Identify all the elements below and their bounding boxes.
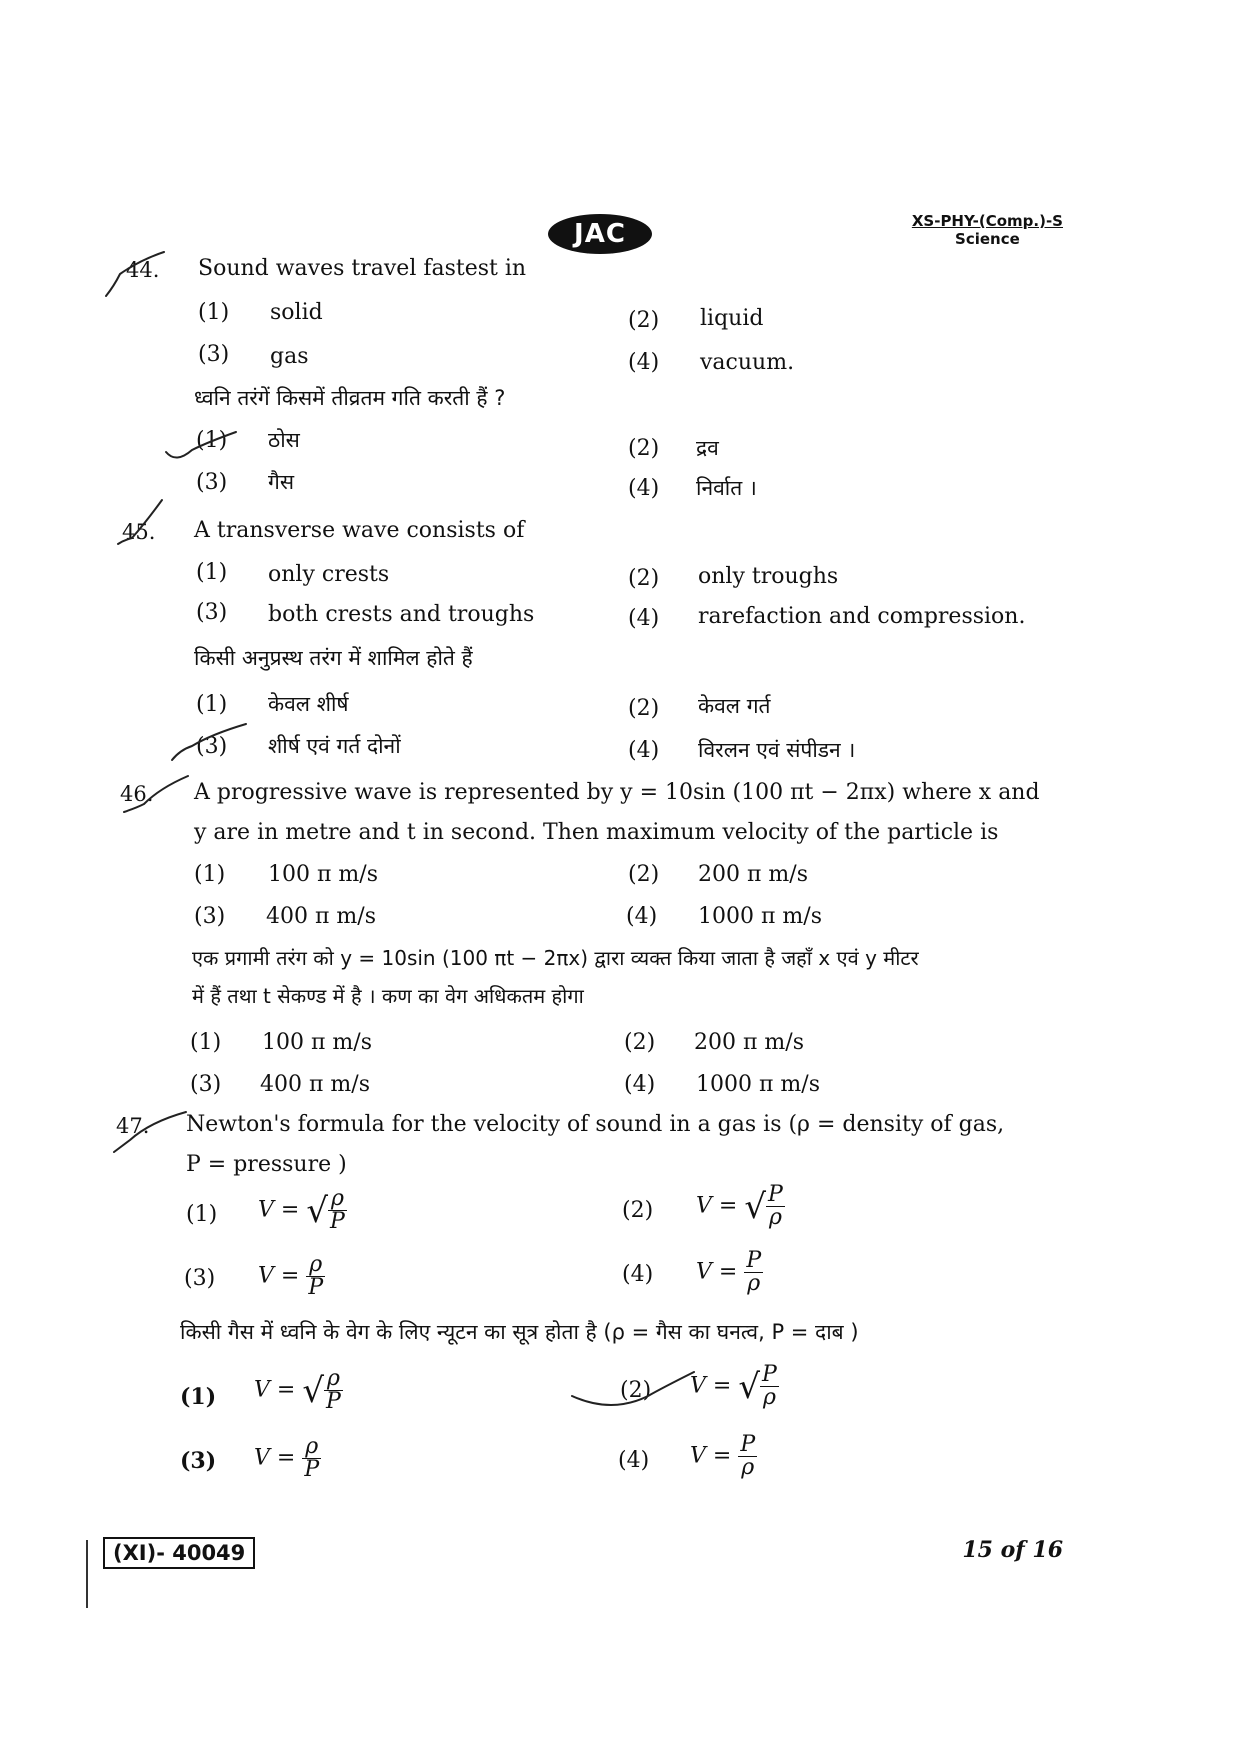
q44-en-opt4-num: (4) — [628, 350, 660, 375]
subject-name: Science — [955, 230, 1020, 248]
q45-en-opt2-num: (2) — [628, 566, 660, 591]
question-47-text-en-line2: P = pressure ) — [186, 1152, 347, 1177]
q44-hi-opt4-text: निर्वात । — [696, 476, 757, 500]
tick-mark-q44-opt1 — [166, 432, 236, 458]
q47-en-opt4-num: (4) — [622, 1262, 654, 1287]
q44-hi-opt1-num: (1) — [196, 428, 228, 453]
q45-hi-opt3-text: शीर्ष एवं गर्त दोनों — [268, 734, 401, 758]
question-44-number: 44. — [126, 258, 160, 282]
q47-hi-opt1-num: (1) — [180, 1384, 217, 1410]
q45-en-opt1-text: only crests — [268, 562, 390, 587]
q46-en-opt2-text: 200 π m/s — [698, 862, 808, 887]
q46-en-opt2-num: (2) — [628, 862, 660, 887]
question-44-text-en: Sound waves travel fastest in — [198, 256, 527, 281]
q47-hi-opt2-formula: V = √ $\frac{P}{\rho}$ — [690, 1362, 777, 1410]
q47-hi-opt4-num: (4) — [618, 1448, 650, 1473]
question-46-text-en-line1: A progressive wave is represented by y = 10sin (100 πt − 2πx) where x and — [194, 780, 1040, 805]
q44-en-opt4-text: vacuum. — [700, 350, 795, 375]
q46-en-opt1-num: (1) — [194, 862, 226, 887]
question-44-text-hi: ध्वनि तरंगें किसमें तीव्रतम गति करती हैं ? — [194, 386, 506, 410]
tick-mark-q44 — [106, 252, 164, 296]
q44-en-opt2-text: liquid — [700, 306, 764, 331]
q44-hi-opt3-text: गैस — [268, 470, 295, 494]
q44-en-opt1-num: (1) — [198, 300, 230, 325]
question-47-text-en-line1: Newton's formula for the velocity of sound in a gas is (ρ = density of gas, — [186, 1112, 1005, 1137]
q46-hi-opt4-text: 1000 π m/s — [696, 1072, 820, 1097]
q46-hi-opt3-text: 400 π m/s — [260, 1072, 370, 1097]
q47-en-opt4-formula: V = $\frac{P}{\rho}$ — [696, 1248, 762, 1296]
q47-hi-opt3-formula: V = $\frac{\rho}{P}$ — [254, 1434, 320, 1482]
q46-hi-opt3-num: (3) — [190, 1072, 222, 1097]
question-46-text-en-line2: y are in metre and t in second. Then maximum velocity of the particle is — [194, 820, 999, 845]
q45-hi-opt1-text: केवल शीर्ष — [268, 692, 349, 716]
q45-en-opt4-num: (4) — [628, 606, 660, 631]
tick-mark-q45 — [118, 500, 162, 544]
question-47-number: 47. — [116, 1114, 150, 1138]
question-46-number: 46. — [120, 782, 154, 806]
page-number: 15 of 16 — [962, 1537, 1063, 1563]
q46-en-opt3-num: (3) — [194, 904, 226, 929]
question-46-text-hi-line1: एक प्रगामी तरंग को y = 10sin (100 πt − 2πx) द्वारा व्यक्त किया जाता है जहाँ x एवं y मीटर — [192, 946, 919, 970]
q46-hi-opt2-num: (2) — [624, 1030, 656, 1055]
q44-hi-opt2-num: (2) — [628, 436, 660, 461]
q47-hi-opt3-num: (3) — [180, 1448, 217, 1474]
q45-hi-opt2-num: (2) — [628, 696, 660, 721]
tick-mark-q47 — [114, 1112, 186, 1152]
q47-hi-opt4-formula: V = $\frac{P}{\rho}$ — [690, 1432, 756, 1480]
q45-hi-opt4-num: (4) — [628, 738, 660, 763]
q47-en-opt2-formula: V = √ $\frac{P}{\rho}$ — [696, 1182, 783, 1230]
q44-en-opt1-text: solid — [270, 300, 323, 325]
question-46-text-hi-line2: में हैं तथा t सेकण्ड में है । कण का वेग अधिकतम होगा — [192, 984, 584, 1008]
paper-code-box: (XI)- 40049 — [103, 1537, 255, 1569]
q47-en-opt3-formula: V = $\frac{\rho}{P}$ — [258, 1252, 324, 1300]
question-47-text-hi: किसी गैस में ध्वनि के वेग के लिए न्यूटन का सूत्र होता है (ρ = गैस का घनत्व, P = दाब ) — [180, 1320, 859, 1344]
q44-hi-opt4-num: (4) — [628, 476, 660, 501]
q46-hi-opt1-text: 100 π m/s — [262, 1030, 372, 1055]
q46-hi-opt2-text: 200 π m/s — [694, 1030, 804, 1055]
q45-hi-opt1-num: (1) — [196, 692, 228, 717]
q44-hi-opt2-text: द्रव — [696, 436, 719, 460]
q44-en-opt3-text: gas — [270, 344, 309, 369]
q46-en-opt4-text: 1000 π m/s — [698, 904, 822, 929]
jac-logo: JAC — [548, 214, 652, 254]
q46-en-opt1-text: 100 π m/s — [268, 862, 378, 887]
question-45-number: 45. — [122, 520, 156, 544]
tick-mark-q47-opt2 — [572, 1372, 694, 1405]
q47-en-opt3-num: (3) — [184, 1266, 216, 1291]
q47-en-opt2-num: (2) — [622, 1198, 654, 1223]
q44-hi-opt3-num: (3) — [196, 470, 228, 495]
q44-hi-opt1-text: ठोस — [268, 428, 300, 452]
q47-hi-opt2-num: (2) — [620, 1378, 652, 1403]
q47-en-opt1-formula: V = √ $\frac{\rho}{P}$ — [258, 1186, 345, 1234]
tick-mark-q46 — [124, 776, 188, 812]
q45-hi-opt2-text: केवल गर्त — [698, 694, 771, 718]
q46-en-opt4-num: (4) — [626, 904, 658, 929]
q45-en-opt3-num: (3) — [196, 600, 228, 625]
q46-hi-opt4-num: (4) — [624, 1072, 656, 1097]
q45-en-opt3-text: both crests and troughs — [268, 602, 535, 627]
q45-en-opt1-num: (1) — [196, 560, 228, 585]
question-45-text-hi: किसी अनुप्रस्थ तरंग में शामिल होते हैं — [194, 646, 473, 670]
q44-en-opt2-num: (2) — [628, 308, 660, 333]
q45-hi-opt4-text: विरलन एवं संपीडन । — [698, 738, 856, 762]
q45-hi-opt3-num: (3) — [196, 734, 228, 759]
q47-hi-opt1-formula: V = √ $\frac{\rho}{P}$ — [254, 1366, 341, 1414]
q46-hi-opt1-num: (1) — [190, 1030, 222, 1055]
q44-en-opt3-num: (3) — [198, 342, 230, 367]
tick-mark-q45-opt3 — [172, 724, 246, 760]
q45-en-opt4-text: rarefaction and compression. — [698, 604, 1026, 629]
question-45-text-en: A transverse wave consists of — [194, 518, 525, 543]
q47-en-opt1-num: (1) — [186, 1202, 218, 1227]
q45-en-opt2-text: only troughs — [698, 564, 839, 589]
q46-en-opt3-text: 400 π m/s — [266, 904, 376, 929]
subject-code: XS-PHY-(Comp.)-S — [911, 212, 1063, 230]
